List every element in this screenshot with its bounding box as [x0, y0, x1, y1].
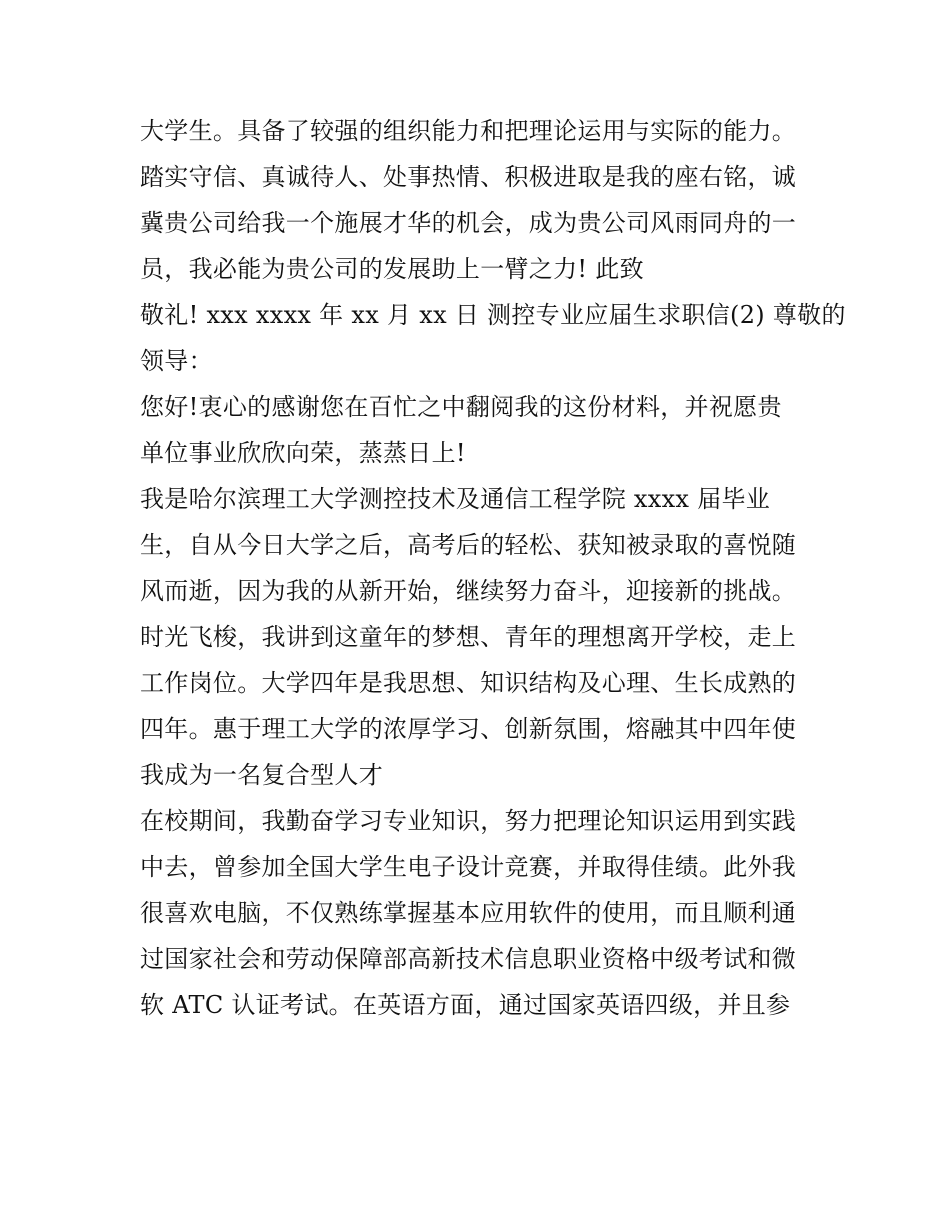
- text-line-6: 领导：: [140, 347, 213, 375]
- text-line-1: 大学生。具备了较强的组织能力和把理论运用与实际的能力。: [140, 117, 797, 145]
- text-line-10: 生，自从今日大学之后，高考后的轻松、获知被录取的喜悦随: [140, 531, 797, 559]
- text-line-19: 过国家社会和劳动保障部高新技术信息职业资格中级考试和微: [140, 945, 797, 973]
- text-line-18: 很喜欢电脑，不仅熟练掌握基本应用软件的使用，而且顺利通: [140, 899, 797, 927]
- text-line-16: 在校期间，我勤奋学习专业知识，努力把理论知识运用到实践: [140, 807, 797, 835]
- text-line-2: 踏实守信、真诚待人、处事热情、积极进取是我的座右铭，诚: [140, 163, 797, 191]
- letter-body: [140, 108, 846, 1028]
- text-line-20: 软 ATC 认证考试。在英语方面，通过国家英语四级，并且参: [140, 991, 791, 1019]
- text-line-3: 冀贵公司给我一个施展才华的机会，成为贵公司风雨同舟的一: [140, 209, 797, 237]
- text-line-7: 您好!衷心的感谢您在百忙之中翻阅我的这份材料，并祝愿贵: [140, 393, 782, 421]
- text-line-14: 四年。惠于理工大学的浓厚学习、创新氛围，熔融其中四年使: [140, 715, 797, 743]
- text-line-11: 风而逝，因为我的从新开始，继续努力奋斗，迎接新的挑战。: [140, 577, 797, 605]
- text-line-8: 单位事业欣欣向荣，蒸蒸日上!: [140, 439, 466, 467]
- text-line-17: 中去，曾参加全国大学生电子设计竞赛，并取得佳绩。此外我: [140, 853, 797, 881]
- text-line-15: 我成为一名复合型人才: [140, 761, 383, 789]
- text-line-5: 敬礼! xxx xxxx 年 xx 月 xx 日 测控专业应届生求职信(2) 尊敬的: [140, 301, 846, 329]
- text-line-12: 时光飞梭，我讲到这童年的梦想、青年的理想离开学校，走上: [140, 623, 797, 651]
- text-line-4: 员，我必能为贵公司的发展助上一臂之力! 此致: [140, 255, 644, 283]
- text-line-13: 工作岗位。大学四年是我思想、知识结构及心理、生长成熟的: [140, 669, 797, 697]
- text-line-9: 我是哈尔滨理工大学测控技术及通信工程学院 xxxx 届毕业: [140, 485, 771, 513]
